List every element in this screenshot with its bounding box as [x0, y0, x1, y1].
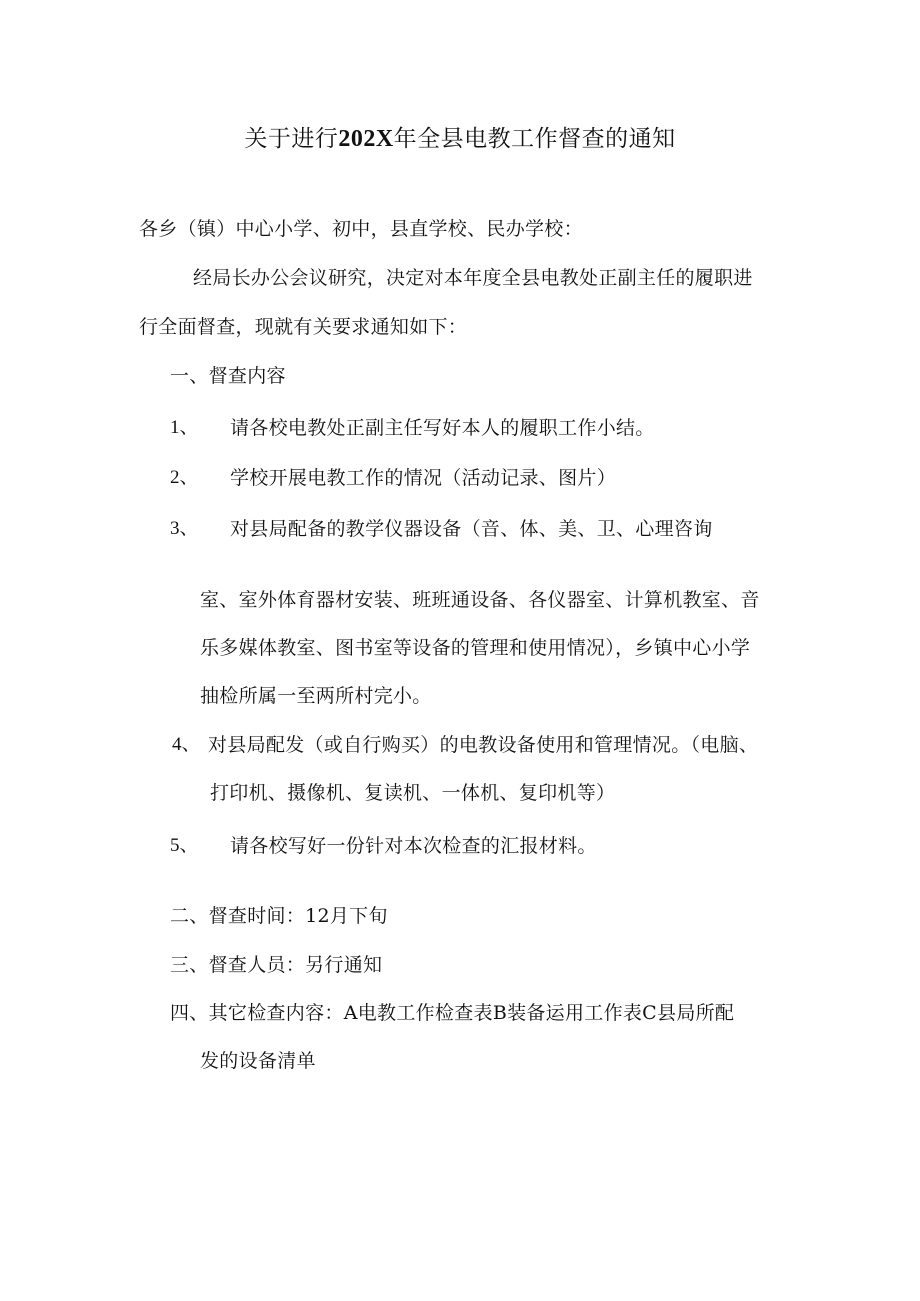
intro-line-1: 经局长办公会议研究，决定对本年度全县电教处正副主任的履职进	[193, 267, 753, 289]
item-3-text-line-3: 乐多媒体教室、图书室等设备的管理和使用情况），乡镇中心小学	[200, 637, 751, 659]
item-4-text-line-1: 对县局配发（或自行购买）的电教设备使用和管理情况。（电脑、	[208, 734, 759, 756]
section-4-line-2: 发的设备清单	[200, 1050, 316, 1072]
item-3-text-line-2: 室、室外体育器材安装、班班通设备、各仪器室、计算机教室、音	[200, 589, 760, 611]
title-suffix: 年全县电教工作督查的通知	[393, 126, 676, 152]
item-4-text-line-2: 打印机、摄像机、复读机、一体机、复印机等）	[210, 782, 616, 804]
section-3-personnel: 三、督查人员：另行通知	[170, 954, 383, 976]
item-1-number: 1、	[170, 417, 199, 438]
intro-line-2: 行全面督查，现就有关要求通知如下：	[139, 316, 468, 338]
item-3-number: 3、	[170, 518, 199, 539]
item-3-text-line-4: 抽检所属一至两所村完小。	[200, 685, 432, 707]
document-title	[0, 124, 920, 154]
item-2-number: 2、	[170, 467, 199, 488]
item-1-text: 请各校电教处正副主任写好本人的履职工作小结。	[230, 417, 655, 439]
section-4-line-1: 四、其它检查内容：A电教工作检查表B装备运用工作表C县局所配	[170, 1002, 735, 1024]
item-5-text: 请各校写好一份针对本次检查的汇报材料。	[230, 835, 597, 857]
title-year: 202X	[338, 126, 394, 152]
salutation: 各乡（镇）中心小学、初中，县直学校、民办学校：	[139, 218, 583, 240]
item-3-text-line-1: 对县局配备的教学仪器设备（音、体、美、卫、心理咨询	[230, 518, 713, 540]
item-2-text: 学校开展电教工作的情况（活动记录、图片）	[230, 467, 617, 489]
section-1-heading: 一、督查内容	[170, 365, 286, 387]
section-2-time: 二、督查时间：12月下旬	[170, 905, 388, 927]
item-5-number: 5、	[170, 835, 199, 856]
item-4-number: 4、	[172, 734, 201, 755]
title-prefix: 关于进行	[244, 126, 339, 152]
